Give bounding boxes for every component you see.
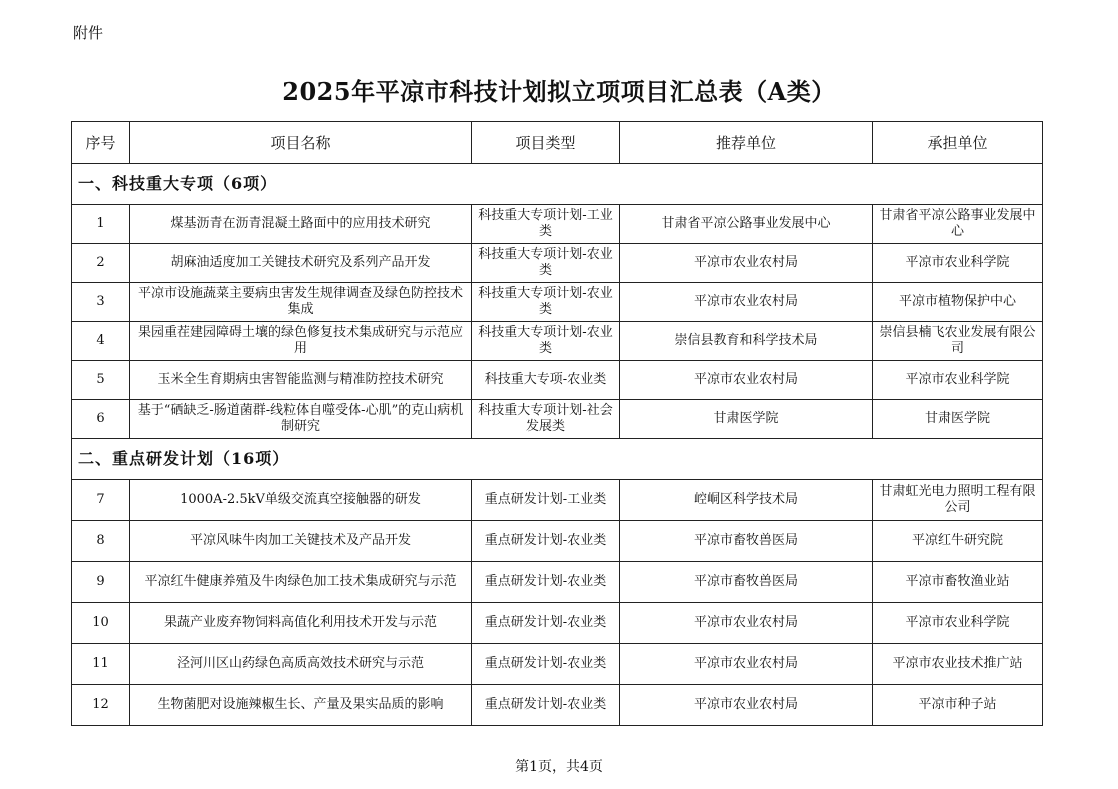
table-row xyxy=(72,283,1043,322)
cell-type: 科技重大专项计划-工业类 xyxy=(472,205,620,244)
table-row xyxy=(72,322,1043,361)
cell-type: 科技重大专项-农业类 xyxy=(472,361,620,400)
cell-undertaker: 平凉市种子站 xyxy=(873,685,1043,726)
cell-no: 12 xyxy=(72,685,130,726)
cell-type: 科技重大专项计划-农业类 xyxy=(472,283,620,322)
cell-name: 平凉风味牛肉加工关键技术及产品开发 xyxy=(130,521,472,562)
cell-undertaker: 甘肃虹光电力照明工程有限公司 xyxy=(873,480,1043,521)
cell-no: 3 xyxy=(72,283,130,322)
page-number: 第1页，共4页 xyxy=(515,759,603,775)
cell-name: 果蔬产业废弃物饲料高值化利用技术开发与示范 xyxy=(130,603,472,644)
section-row xyxy=(72,164,1043,205)
cell-undertaker: 平凉市畜牧渔业站 xyxy=(873,562,1043,603)
section-heading: 二、重点研发计划（16项） xyxy=(72,439,1043,480)
cell-recommender: 平凉市农业农村局 xyxy=(620,361,873,400)
column-header-type: 项目类型 xyxy=(472,122,620,164)
cell-recommender: 平凉市农业农村局 xyxy=(620,244,873,283)
cell-no: 2 xyxy=(72,244,130,283)
column-header-recommender: 推荐单位 xyxy=(620,122,873,164)
cell-no: 5 xyxy=(72,361,130,400)
cell-type: 重点研发计划-农业类 xyxy=(472,562,620,603)
cell-no: 6 xyxy=(72,400,130,439)
cell-no: 9 xyxy=(72,562,130,603)
document-title: 2025年平凉市科技计划拟立项项目汇总表（A类） xyxy=(282,77,836,106)
cell-undertaker: 平凉市农业科学院 xyxy=(873,361,1043,400)
cell-type: 科技重大专项计划-社会发展类 xyxy=(472,400,620,439)
table-row xyxy=(72,644,1043,685)
cell-type: 重点研发计划-农业类 xyxy=(472,644,620,685)
cell-undertaker: 平凉市农业科学院 xyxy=(873,244,1043,283)
section-row xyxy=(72,439,1043,480)
column-header-no: 序号 xyxy=(72,122,130,164)
table-row xyxy=(72,205,1043,244)
cell-recommender: 平凉市农业农村局 xyxy=(620,283,873,322)
table-row xyxy=(72,361,1043,400)
cell-no: 7 xyxy=(72,480,130,521)
cell-no: 11 xyxy=(72,644,130,685)
table-row xyxy=(72,562,1043,603)
cell-undertaker: 甘肃省平凉公路事业发展中心 xyxy=(873,205,1043,244)
cell-name: 1000A-2.5kV单级交流真空接触器的研发 xyxy=(130,480,472,521)
column-header-name: 项目名称 xyxy=(130,122,472,164)
cell-undertaker: 平凉市农业技术推广站 xyxy=(873,644,1043,685)
table-row xyxy=(72,685,1043,726)
cell-type: 重点研发计划-农业类 xyxy=(472,603,620,644)
cell-no: 1 xyxy=(72,205,130,244)
cell-name: 泾河川区山药绿色高质高效技术研究与示范 xyxy=(130,644,472,685)
section-heading: 一、科技重大专项（6项） xyxy=(72,164,1043,205)
cell-type: 重点研发计划-农业类 xyxy=(472,521,620,562)
cell-name: 玉米全生育期病虫害智能监测与精准防控技术研究 xyxy=(130,361,472,400)
cell-recommender: 崇信县教育和科学技术局 xyxy=(620,322,873,361)
cell-recommender: 平凉市畜牧兽医局 xyxy=(620,562,873,603)
cell-no: 4 xyxy=(72,322,130,361)
table-row xyxy=(72,244,1043,283)
cell-name: 基于“硒缺乏-肠道菌群-线粒体自噬受体-心肌”的克山病机制研究 xyxy=(130,400,472,439)
cell-undertaker: 崇信县楠飞农业发展有限公司 xyxy=(873,322,1043,361)
cell-undertaker: 平凉市农业科学院 xyxy=(873,603,1043,644)
table-row xyxy=(72,480,1043,521)
cell-recommender: 平凉市畜牧兽医局 xyxy=(620,521,873,562)
cell-recommender: 平凉市农业农村局 xyxy=(620,685,873,726)
cell-name: 生物菌肥对设施辣椒生长、产量及果实品质的影响 xyxy=(130,685,472,726)
cell-name: 平凉市设施蔬菜主要病虫害发生规律调查及绿色防控技术集成 xyxy=(130,283,472,322)
cell-type: 科技重大专项计划-农业类 xyxy=(472,322,620,361)
cell-name: 果园重茬建园障碍土壤的绿色修复技术集成研究与示范应用 xyxy=(130,322,472,361)
cell-name: 胡麻油适度加工关键技术研究及系列产品开发 xyxy=(130,244,472,283)
cell-undertaker: 甘肃医学院 xyxy=(873,400,1043,439)
cell-name: 煤基沥青在沥青混凝土路面中的应用技术研究 xyxy=(130,205,472,244)
cell-recommender: 平凉市农业农村局 xyxy=(620,644,873,685)
table-row xyxy=(72,603,1043,644)
cell-recommender: 甘肃医学院 xyxy=(620,400,873,439)
cell-type: 重点研发计划-农业类 xyxy=(472,685,620,726)
cell-recommender: 崆峒区科学技术局 xyxy=(620,480,873,521)
cell-no: 8 xyxy=(72,521,130,562)
table-header-row xyxy=(72,122,1043,164)
attachment-label: 附件 xyxy=(73,24,104,42)
project-summary-table xyxy=(71,121,1043,726)
cell-no: 10 xyxy=(72,603,130,644)
table-row xyxy=(72,400,1043,439)
cell-name: 平凉红牛健康养殖及牛肉绿色加工技术集成研究与示范 xyxy=(130,562,472,603)
cell-recommender: 平凉市农业农村局 xyxy=(620,603,873,644)
cell-type: 科技重大专项计划-农业类 xyxy=(472,244,620,283)
table-row xyxy=(72,521,1043,562)
cell-type: 重点研发计划-工业类 xyxy=(472,480,620,521)
cell-recommender: 甘肃省平凉公路事业发展中心 xyxy=(620,205,873,244)
column-header-undertaker: 承担单位 xyxy=(873,122,1043,164)
cell-undertaker: 平凉红牛研究院 xyxy=(873,521,1043,562)
cell-undertaker: 平凉市植物保护中心 xyxy=(873,283,1043,322)
